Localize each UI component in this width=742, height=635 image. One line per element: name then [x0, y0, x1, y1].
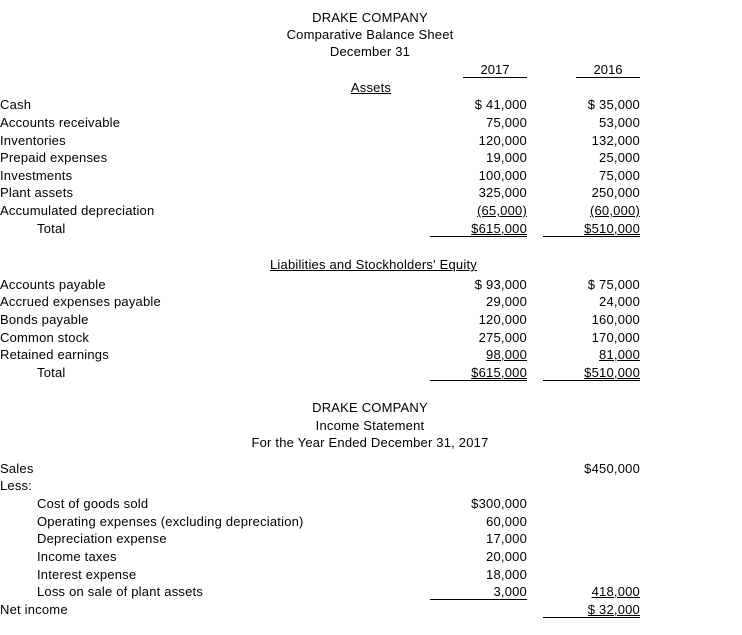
value-2016: 132,000: [591, 133, 640, 148]
value-2017: 19,000: [486, 150, 527, 165]
column-header-2016: 2016: [576, 62, 640, 78]
expense-value: 3,000: [430, 584, 527, 600]
balance-sheet-date: December 31: [329, 44, 411, 59]
expense-label: Interest expense: [37, 567, 137, 582]
total-label: Total: [37, 365, 66, 380]
value-2017: 325,000: [478, 185, 527, 200]
sales-value: $450,000: [584, 461, 640, 476]
value-2016: 53,000: [599, 115, 640, 130]
value-2016: (60,000): [589, 203, 640, 218]
column-header-2017: 2017: [463, 62, 527, 78]
value-2017: 75,000: [486, 115, 527, 130]
expense-value: 18,000: [486, 567, 527, 582]
expense-value: 60,000: [486, 514, 527, 529]
row-label: Accounts receivable: [0, 115, 121, 130]
value-2016: 24,000: [599, 294, 640, 309]
income-statement-company: DRAKE COMPANY: [312, 400, 428, 415]
expense-value: 17,000: [486, 531, 527, 546]
liabilities-section-header: Liabilities and Stockholders' Equity: [270, 257, 477, 272]
balance-sheet-company: DRAKE COMPANY: [312, 10, 428, 25]
value-2016: $ 35,000: [587, 97, 640, 112]
total-2017: $615,000: [430, 365, 527, 381]
value-2016: 250,000: [591, 185, 640, 200]
income-statement-period: For the Year Ended December 31, 2017: [251, 435, 489, 450]
value-2017: $ 41,000: [474, 97, 527, 112]
value-2017: 120,000: [478, 133, 527, 148]
total-2016: $510,000: [543, 365, 640, 381]
row-label: Accrued expenses payable: [0, 294, 161, 309]
row-label: Accounts payable: [0, 277, 106, 292]
expense-label: Operating expenses (excluding depreciation): [37, 514, 304, 529]
value-2017: 29,000: [486, 294, 527, 309]
income-statement-title: Income Statement: [315, 418, 425, 433]
value-2017: 98,000: [486, 347, 527, 362]
assets-section-header: Assets: [350, 80, 392, 95]
row-label: Prepaid expenses: [0, 150, 108, 165]
value-2017: $ 93,000: [474, 277, 527, 292]
row-label: Cash: [0, 97, 32, 112]
expenses-total: 418,000: [591, 584, 640, 599]
value-2017: (65,000): [476, 203, 527, 218]
total-2017: $615,000: [430, 221, 527, 237]
expense-label: Income taxes: [37, 549, 117, 564]
value-2017: 120,000: [478, 312, 527, 327]
expense-label: Depreciation expense: [37, 531, 167, 546]
row-label: Bonds payable: [0, 312, 89, 327]
value-2016: $ 75,000: [587, 277, 640, 292]
total-2016: $510,000: [543, 221, 640, 237]
less-label: Less:: [0, 478, 33, 493]
value-2017: 275,000: [478, 330, 527, 345]
expense-label: Loss on sale of plant assets: [37, 584, 204, 599]
row-label: Retained earnings: [0, 347, 109, 362]
row-label: Accumulated depreciation: [0, 203, 155, 218]
row-label: Plant assets: [0, 185, 74, 200]
row-label: Inventories: [0, 133, 66, 148]
value-2016: 81,000: [599, 347, 640, 362]
value-2016: 75,000: [599, 168, 640, 183]
expense-value: 20,000: [486, 549, 527, 564]
row-label: Investments: [0, 168, 73, 183]
sales-label: Sales: [0, 461, 34, 476]
expense-label: Cost of goods sold: [37, 496, 149, 511]
row-label: Common stock: [0, 330, 90, 345]
balance-sheet-title: Comparative Balance Sheet: [286, 27, 454, 42]
value-2017: 100,000: [478, 168, 527, 183]
value-2016: 170,000: [591, 330, 640, 345]
expense-value: $300,000: [471, 496, 527, 511]
value-2016: 160,000: [591, 312, 640, 327]
value-2016: 25,000: [599, 150, 640, 165]
total-label: Total: [37, 221, 66, 236]
net-income-value: $ 32,000: [543, 602, 640, 618]
net-income-label: Net income: [0, 602, 68, 617]
